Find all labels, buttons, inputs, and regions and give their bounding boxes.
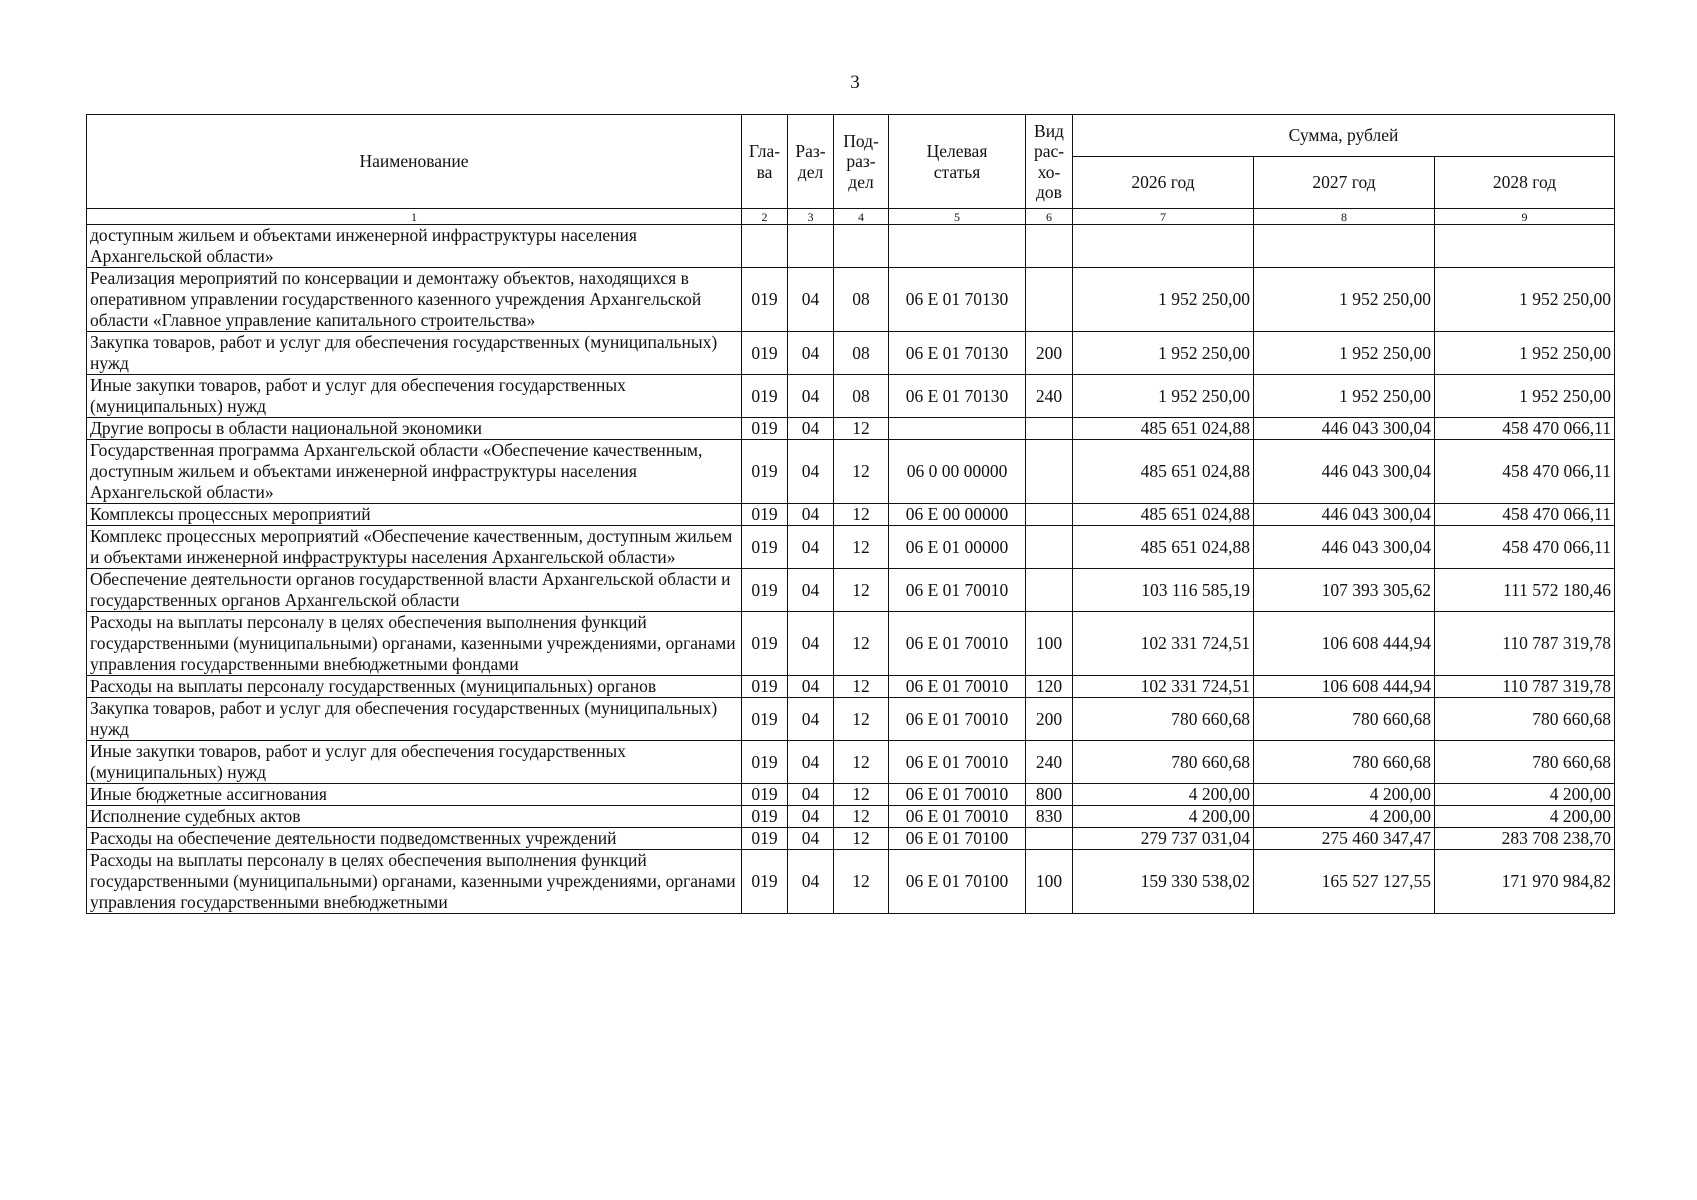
row-sum-2028-cell: 780 660,68	[1435, 698, 1615, 741]
row-name-cell: Иные бюджетные ассигнования	[87, 784, 742, 806]
row-sum-2028-cell: 458 470 066,11	[1435, 440, 1615, 504]
row-chapter-cell: 019	[742, 850, 788, 914]
row-chapter-cell: 019	[742, 676, 788, 698]
row-section-cell	[788, 225, 834, 268]
table-row	[87, 440, 1615, 504]
row-subsection-cell	[834, 225, 889, 268]
table-row	[87, 741, 1615, 784]
header-chapter: Гла- ва	[742, 115, 788, 209]
row-sum-2027-cell: 446 043 300,04	[1254, 440, 1435, 504]
row-expense-type-cell: 120	[1026, 676, 1073, 698]
table-row	[87, 418, 1615, 440]
row-target-article-cell: 06 Е 01 70010	[889, 569, 1026, 612]
table-row	[87, 612, 1615, 676]
header-section: Раз- дел	[788, 115, 834, 209]
row-sum-2027-cell: 165 527 127,55	[1254, 850, 1435, 914]
row-name-cell: доступным жильем и объектами инженерной инфраструктуры населения Архангельской области»	[87, 225, 742, 268]
row-subsection-cell: 12	[834, 850, 889, 914]
row-expense-type-cell: 240	[1026, 741, 1073, 784]
row-section-cell: 04	[788, 806, 834, 828]
row-subsection-cell: 08	[834, 332, 889, 375]
row-subsection-cell: 12	[834, 526, 889, 569]
header-year-2027: 2027 год	[1254, 157, 1435, 209]
row-sum-2026-cell: 485 651 024,88	[1073, 418, 1254, 440]
header-target-article: Целевая статья	[889, 115, 1026, 209]
row-sum-2027-cell: 1 952 250,00	[1254, 375, 1435, 418]
row-name-cell: Комплексы процессных мероприятий	[87, 504, 742, 526]
row-target-article-cell: 06 Е 01 70010	[889, 612, 1026, 676]
row-target-article-cell: 06 Е 01 00000	[889, 526, 1026, 569]
row-chapter-cell: 019	[742, 569, 788, 612]
row-expense-type-cell: 240	[1026, 375, 1073, 418]
row-expense-type-cell: 200	[1026, 698, 1073, 741]
row-sum-2028-cell: 111 572 180,46	[1435, 569, 1615, 612]
row-section-cell: 04	[788, 612, 834, 676]
row-section-cell: 04	[788, 375, 834, 418]
row-section-cell: 04	[788, 569, 834, 612]
row-sum-2026-cell: 485 651 024,88	[1073, 504, 1254, 526]
row-target-article-cell	[889, 225, 1026, 268]
header-year-2026: 2026 год	[1073, 157, 1254, 209]
row-sum-2027-cell: 106 608 444,94	[1254, 612, 1435, 676]
row-expense-type-cell	[1026, 440, 1073, 504]
row-name-cell: Иные закупки товаров, работ и услуг для обеспечения государственных (муниципальных) нужд	[87, 741, 742, 784]
row-section-cell: 04	[788, 828, 834, 850]
row-sum-2027-cell	[1254, 225, 1435, 268]
row-sum-2027-cell: 4 200,00	[1254, 806, 1435, 828]
row-name-cell: Комплекс процессных мероприятий «Обеспечение качественным, доступным жильем и объектами инженерной инфраструктуры населения Архангельской области»	[87, 526, 742, 569]
row-section-cell: 04	[788, 741, 834, 784]
row-sum-2027-cell: 446 043 300,04	[1254, 418, 1435, 440]
row-sum-2026-cell: 485 651 024,88	[1073, 526, 1254, 569]
row-sum-2028-cell	[1435, 225, 1615, 268]
row-sum-2027-cell: 4 200,00	[1254, 784, 1435, 806]
row-target-article-cell: 06 Е 01 70010	[889, 784, 1026, 806]
row-sum-2027-cell: 107 393 305,62	[1254, 569, 1435, 612]
row-sum-2027-cell: 1 952 250,00	[1254, 332, 1435, 375]
row-chapter-cell: 019	[742, 806, 788, 828]
row-subsection-cell: 12	[834, 612, 889, 676]
row-section-cell: 04	[788, 418, 834, 440]
column-number: 9	[1435, 209, 1615, 225]
row-target-article-cell: 06 Е 01 70130	[889, 375, 1026, 418]
row-subsection-cell: 12	[834, 569, 889, 612]
table-row	[87, 375, 1615, 418]
row-target-article-cell: 06 0 00 00000	[889, 440, 1026, 504]
row-sum-2027-cell: 780 660,68	[1254, 741, 1435, 784]
row-sum-2026-cell: 4 200,00	[1073, 784, 1254, 806]
row-chapter-cell: 019	[742, 504, 788, 526]
row-chapter-cell: 019	[742, 332, 788, 375]
row-section-cell: 04	[788, 850, 834, 914]
row-chapter-cell: 019	[742, 375, 788, 418]
table-body	[87, 225, 1615, 914]
row-chapter-cell: 019	[742, 828, 788, 850]
row-sum-2028-cell: 4 200,00	[1435, 784, 1615, 806]
row-name-cell: Иные закупки товаров, работ и услуг для обеспечения государственных (муниципальных) нужд	[87, 375, 742, 418]
row-expense-type-cell	[1026, 418, 1073, 440]
row-chapter-cell: 019	[742, 741, 788, 784]
row-subsection-cell: 12	[834, 828, 889, 850]
row-sum-2028-cell: 1 952 250,00	[1435, 375, 1615, 418]
table-row	[87, 225, 1615, 268]
table-row	[87, 698, 1615, 741]
row-name-cell: Обеспечение деятельности органов государственной власти Архангельской области и государственных органов Архангельской области	[87, 569, 742, 612]
page-number: 3	[850, 72, 860, 93]
table-row	[87, 676, 1615, 698]
row-sum-2026-cell: 4 200,00	[1073, 806, 1254, 828]
table-row	[87, 268, 1615, 332]
row-name-cell: Другие вопросы в области национальной экономики	[87, 418, 742, 440]
row-section-cell: 04	[788, 784, 834, 806]
row-chapter-cell: 019	[742, 440, 788, 504]
row-expense-type-cell	[1026, 569, 1073, 612]
row-name-cell: Реализация мероприятий по консервации и демонтажу объектов, находящихся в оперативном управлении государственного казенного учреждения Архангельской области «Главное управление капитального строительства»	[87, 268, 742, 332]
row-subsection-cell: 08	[834, 375, 889, 418]
budget-table	[86, 114, 1615, 914]
row-expense-type-cell	[1026, 526, 1073, 569]
row-expense-type-cell: 200	[1026, 332, 1073, 375]
column-number: 8	[1254, 209, 1435, 225]
row-sum-2026-cell: 780 660,68	[1073, 698, 1254, 741]
row-sum-2027-cell: 275 460 347,47	[1254, 828, 1435, 850]
row-chapter-cell: 019	[742, 526, 788, 569]
table-row	[87, 850, 1615, 914]
row-section-cell: 04	[788, 268, 834, 332]
row-subsection-cell: 12	[834, 504, 889, 526]
row-chapter-cell: 019	[742, 784, 788, 806]
row-sum-2028-cell: 458 470 066,11	[1435, 526, 1615, 569]
row-sum-2028-cell: 780 660,68	[1435, 741, 1615, 784]
table-row	[87, 526, 1615, 569]
row-name-cell: Расходы на выплаты персоналу государственных (муниципальных) органов	[87, 676, 742, 698]
row-sum-2027-cell: 1 952 250,00	[1254, 268, 1435, 332]
row-target-article-cell: 06 Е 01 70010	[889, 676, 1026, 698]
row-sum-2026-cell: 1 952 250,00	[1073, 375, 1254, 418]
table-row	[87, 569, 1615, 612]
header-name: Наименование	[87, 115, 742, 209]
row-subsection-cell: 12	[834, 440, 889, 504]
header-expense-type: Вид рас- хо- дов	[1026, 115, 1073, 209]
row-name-cell: Расходы на выплаты персоналу в целях обеспечения выполнения функций государственными (муниципальными) органами, казенными учреждениями, органами управления государственными внебюджетными фондами	[87, 612, 742, 676]
row-sum-2028-cell: 110 787 319,78	[1435, 612, 1615, 676]
row-expense-type-cell	[1026, 225, 1073, 268]
table-row	[87, 806, 1615, 828]
row-expense-type-cell: 800	[1026, 784, 1073, 806]
row-subsection-cell: 12	[834, 806, 889, 828]
row-section-cell: 04	[788, 526, 834, 569]
row-sum-2026-cell: 780 660,68	[1073, 741, 1254, 784]
row-sum-2028-cell: 1 952 250,00	[1435, 332, 1615, 375]
column-number: 7	[1073, 209, 1254, 225]
row-target-article-cell: 06 Е 01 70010	[889, 741, 1026, 784]
column-number: 1	[87, 209, 742, 225]
row-name-cell: Исполнение судебных актов	[87, 806, 742, 828]
table-row	[87, 784, 1615, 806]
row-section-cell: 04	[788, 698, 834, 741]
table-row	[87, 332, 1615, 375]
row-sum-2026-cell: 279 737 031,04	[1073, 828, 1254, 850]
row-target-article-cell: 06 Е 01 70130	[889, 332, 1026, 375]
row-sum-2026-cell: 102 331 724,51	[1073, 612, 1254, 676]
row-expense-type-cell: 830	[1026, 806, 1073, 828]
row-sum-2027-cell: 780 660,68	[1254, 698, 1435, 741]
row-subsection-cell: 12	[834, 741, 889, 784]
row-name-cell: Закупка товаров, работ и услуг для обеспечения государственных (муниципальных) нужд	[87, 698, 742, 741]
row-sum-2026-cell: 485 651 024,88	[1073, 440, 1254, 504]
row-section-cell: 04	[788, 504, 834, 526]
row-sum-2026-cell: 103 116 585,19	[1073, 569, 1254, 612]
row-sum-2027-cell: 446 043 300,04	[1254, 504, 1435, 526]
row-target-article-cell: 06 Е 01 70130	[889, 268, 1026, 332]
table-row	[87, 828, 1615, 850]
row-target-article-cell: 06 Е 01 70010	[889, 698, 1026, 741]
row-target-article-cell: 06 Е 01 70100	[889, 828, 1026, 850]
row-subsection-cell: 08	[834, 268, 889, 332]
row-expense-type-cell	[1026, 828, 1073, 850]
row-sum-2028-cell: 283 708 238,70	[1435, 828, 1615, 850]
row-subsection-cell: 12	[834, 698, 889, 741]
row-sum-2028-cell: 4 200,00	[1435, 806, 1615, 828]
row-section-cell: 04	[788, 332, 834, 375]
row-subsection-cell: 12	[834, 418, 889, 440]
row-subsection-cell: 12	[834, 676, 889, 698]
row-sum-2028-cell: 458 470 066,11	[1435, 418, 1615, 440]
row-sum-2026-cell	[1073, 225, 1254, 268]
row-chapter-cell	[742, 225, 788, 268]
row-target-article-cell: 06 Е 00 00000	[889, 504, 1026, 526]
header-sum: Сумма, рублей	[1073, 115, 1615, 157]
row-section-cell: 04	[788, 676, 834, 698]
row-name-cell: Закупка товаров, работ и услуг для обеспечения государственных (муниципальных) нужд	[87, 332, 742, 375]
row-chapter-cell: 019	[742, 698, 788, 741]
row-chapter-cell: 019	[742, 418, 788, 440]
column-numbers-row	[87, 209, 1615, 225]
row-sum-2026-cell: 1 952 250,00	[1073, 268, 1254, 332]
row-name-cell: Государственная программа Архангельской области «Обеспечение качественным, доступным жильем и объектами инженерной инфраструктуры населения Архангельской области»	[87, 440, 742, 504]
row-sum-2028-cell: 110 787 319,78	[1435, 676, 1615, 698]
row-sum-2028-cell: 458 470 066,11	[1435, 504, 1615, 526]
row-chapter-cell: 019	[742, 612, 788, 676]
row-expense-type-cell: 100	[1026, 850, 1073, 914]
row-chapter-cell: 019	[742, 268, 788, 332]
column-number: 2	[742, 209, 788, 225]
row-sum-2027-cell: 446 043 300,04	[1254, 526, 1435, 569]
row-section-cell: 04	[788, 440, 834, 504]
row-target-article-cell: 06 Е 01 70100	[889, 850, 1026, 914]
row-sum-2028-cell: 171 970 984,82	[1435, 850, 1615, 914]
row-sum-2027-cell: 106 608 444,94	[1254, 676, 1435, 698]
column-number: 6	[1026, 209, 1073, 225]
column-number: 4	[834, 209, 889, 225]
row-name-cell: Расходы на выплаты персоналу в целях обеспечения выполнения функций государственными (муниципальными) органами, казенными учреждениями, органами управления государственными внебюджетными	[87, 850, 742, 914]
table-header	[87, 115, 1615, 225]
row-expense-type-cell	[1026, 504, 1073, 526]
row-target-article-cell: 06 Е 01 70010	[889, 806, 1026, 828]
column-number: 3	[788, 209, 834, 225]
row-expense-type-cell: 100	[1026, 612, 1073, 676]
table-row	[87, 504, 1615, 526]
column-number: 5	[889, 209, 1026, 225]
row-sum-2026-cell: 1 952 250,00	[1073, 332, 1254, 375]
row-sum-2026-cell: 159 330 538,02	[1073, 850, 1254, 914]
row-sum-2026-cell: 102 331 724,51	[1073, 676, 1254, 698]
row-name-cell: Расходы на обеспечение деятельности подведомственных учреждений	[87, 828, 742, 850]
row-sum-2028-cell: 1 952 250,00	[1435, 268, 1615, 332]
header-subsection: Под- раз- дел	[834, 115, 889, 209]
header-year-2028: 2028 год	[1435, 157, 1615, 209]
row-target-article-cell	[889, 418, 1026, 440]
row-subsection-cell: 12	[834, 784, 889, 806]
row-expense-type-cell	[1026, 268, 1073, 332]
